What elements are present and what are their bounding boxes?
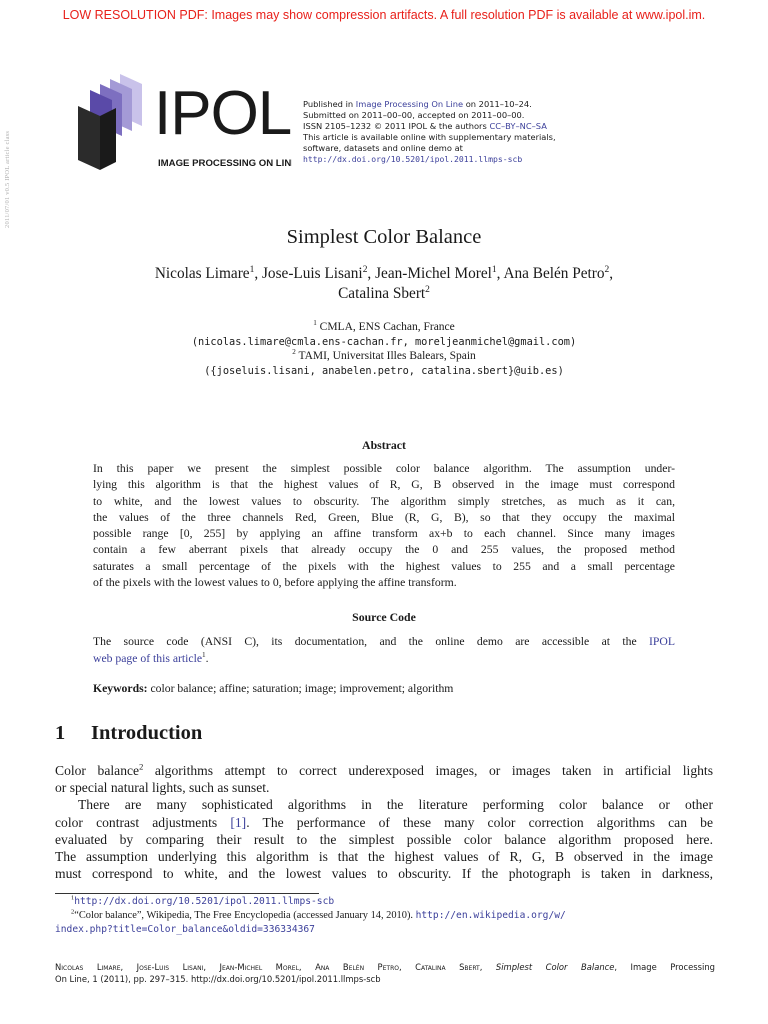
footnote-1-link[interactable]: http://dx.doi.org/10.5201/ipol.2011.llmps-scb bbox=[74, 896, 335, 907]
footnote-2-text: “Color balance”, Wikipedia, The Free Encyclopedia (accessed January 14, 2010). bbox=[74, 910, 416, 921]
logo-wordmark: IPOL bbox=[154, 79, 292, 148]
abstract-line: of the pixels with the lowest values to 0, before applying the affine transform. bbox=[93, 576, 457, 590]
affil-email: ({joseluis.lisani, anabelen.petro, catalina.sbert}@uib.es) bbox=[204, 364, 564, 377]
abstract-text bbox=[93, 461, 675, 591]
footer-line-1 bbox=[55, 962, 715, 974]
abstract-line: saturates a small percentage of the pixels with the highest values to 255 and a small percentage bbox=[93, 559, 675, 573]
source-period: . bbox=[205, 652, 209, 665]
article-url-link[interactable]: http://dx.doi.org/10.5201/ipol.2011.llmps-scb bbox=[303, 154, 523, 164]
author-affil-mark: 2 bbox=[425, 284, 430, 295]
keywords-label: Keywords: bbox=[93, 682, 148, 695]
abstract-line: lying this algorithm is that the highest values of R, G, B observed in the image must correspond bbox=[93, 478, 675, 492]
page-footer bbox=[55, 962, 715, 985]
footnote-rule bbox=[55, 893, 319, 894]
author-name: Jose-Luis Lisani bbox=[261, 265, 363, 282]
pub-line-6 bbox=[303, 154, 633, 165]
keywords-text: color balance; affine; saturation; image; improvement; algorithm bbox=[147, 682, 454, 695]
author-line-1: Nicolas Limare$^1$, Jose-Luis Lisani$^2$, Jean-Michel Morel$^1$, Ana Belén Petro$^2$, bbox=[154, 264, 614, 282]
source-code-text bbox=[93, 633, 675, 667]
footer-url[interactable]: http://dx.doi.org/10.5201/ipol.2011.llmps-scb bbox=[190, 973, 381, 984]
affil-email: (nicolas.limare@cmla.ens-cachan.fr, moreljeanmichel@gmail.com) bbox=[191, 335, 577, 348]
footnote-number: 2 bbox=[71, 908, 75, 916]
license-link[interactable]: CC–BY–NC–SA bbox=[489, 121, 547, 131]
affiliation-1 bbox=[0, 320, 768, 335]
section-title: Introduction bbox=[91, 722, 203, 744]
footnote-2-cont bbox=[55, 923, 715, 937]
intro-text: algorithms attempt to correct underexposed images, or images taken in artificial lights bbox=[143, 763, 713, 778]
author-affil-mark: 1 bbox=[249, 264, 255, 275]
affiliation-2 bbox=[0, 349, 768, 364]
footer-citation: On Line, 1 (2011), pp. 297–315. bbox=[55, 973, 191, 984]
affil-number: 2 bbox=[292, 348, 296, 357]
section-heading-introduction bbox=[55, 722, 202, 745]
author-name: Catalina Sbert bbox=[338, 285, 426, 302]
author-list bbox=[70, 264, 698, 304]
intro-text: . The performance of these many color correction algorithms can be bbox=[246, 814, 713, 830]
intro-line bbox=[55, 814, 713, 831]
abstract-line: the values of the three channels Red, Green, Blue (R, G, B), so that they occupy the maximal bbox=[93, 510, 675, 524]
citation-link[interactable]: [1] bbox=[230, 814, 247, 830]
author-name: Jean-Michel Morel bbox=[375, 265, 492, 282]
pub-line-5: software, datasets and online demo at bbox=[303, 143, 463, 153]
author-affil-mark: 2 bbox=[604, 264, 610, 275]
author-affil-mark: 2 bbox=[362, 264, 368, 275]
logo-layer-dark-face bbox=[100, 108, 116, 170]
side-stamp: 2011/07/01 v0.5 IPOL article class bbox=[4, 130, 11, 228]
ipol-logo[interactable] bbox=[76, 74, 292, 170]
intro-text: color contrast adjustments bbox=[55, 814, 231, 830]
footnote-2 bbox=[55, 909, 715, 923]
affil-institution: CMLA, ENS Cachan, France bbox=[319, 321, 455, 333]
affiliation-1-email bbox=[0, 335, 768, 350]
pub-prefix: Published in bbox=[303, 99, 356, 109]
journal-link[interactable]: Image Processing On Line bbox=[355, 99, 464, 109]
intro-line: There are many sophisticated algorithms in the literature performing color balance or other bbox=[78, 797, 713, 813]
publication-info bbox=[303, 99, 633, 165]
footer-line-2 bbox=[55, 974, 715, 986]
abstract-line: possible range [0, 255] by applying an affine transform ax+b to each channel. Since many images bbox=[93, 527, 675, 541]
abstract-line: In this paper we present the simplest possible color balance algorithm. The assumption under- bbox=[93, 462, 675, 475]
footnote-1 bbox=[55, 895, 715, 909]
footnotes bbox=[55, 895, 715, 937]
intro-line: evaluated by comparing their result to the simplest possible color balance algorithm proposed here. bbox=[55, 831, 713, 847]
author-name: Ana Belén Petro bbox=[503, 265, 605, 282]
footnote-2-link-cont[interactable]: index.php?title=Color_balance&oldid=336334367 bbox=[55, 924, 315, 935]
abstract-line: to white, and the lowest values to obscurity. The algorithm simply stretches, as much as it can, bbox=[93, 494, 675, 508]
pub-date: on 2011–10–24. bbox=[463, 99, 532, 109]
footer-title: Simplest Color Balance bbox=[495, 962, 615, 972]
logo-tagline: IMAGE PROCESSING ON LINE bbox=[158, 158, 292, 169]
footnote-ref-1[interactable]: 1 bbox=[202, 651, 206, 660]
pub-line-1 bbox=[303, 99, 633, 110]
intro-line: must correspond to white, and the lowest values to obscurity. If the photograph is taken in darkness, bbox=[55, 866, 713, 882]
affiliations bbox=[0, 320, 768, 378]
affil-institution: TAMI, Universitat Illes Balears, Spain bbox=[298, 350, 476, 362]
pub-line-3 bbox=[303, 121, 633, 132]
source-line-1 bbox=[93, 633, 675, 650]
paper-title: Simplest Color Balance bbox=[286, 226, 482, 248]
affiliation-2-email bbox=[0, 364, 768, 379]
intro-line: The assumption underlying this algorithm is that the highest values of R, G, B observed in the image bbox=[55, 849, 713, 865]
section-number: 1 bbox=[55, 722, 66, 744]
source-code-heading: Source Code bbox=[352, 610, 416, 624]
pub-line-4: This article is available online with supplementary materials, bbox=[303, 132, 556, 142]
introduction-text bbox=[55, 762, 713, 882]
abstract-heading: Abstract bbox=[362, 438, 406, 452]
pub-line-2: Submitted on 2011–00–00, accepted on 2011–00–00. bbox=[303, 110, 525, 120]
ipol-logo-graphic bbox=[76, 74, 292, 170]
logo-layer-dark bbox=[78, 106, 100, 170]
footer-sep: , bbox=[479, 962, 496, 972]
author-affil-mark: 1 bbox=[491, 264, 497, 275]
intro-line: or special natural lights, such as sunset. bbox=[55, 780, 270, 796]
footer-journal: , Image Processing bbox=[614, 962, 715, 972]
intro-line bbox=[55, 762, 713, 779]
footnote-number: 1 bbox=[71, 894, 75, 902]
keywords bbox=[93, 682, 675, 695]
author-line-2 bbox=[70, 284, 698, 304]
intro-text: Color balance bbox=[55, 763, 140, 778]
issn-text: ISSN 2105–1232 © 2011 IPOL & the authors bbox=[303, 121, 490, 131]
affil-number: 1 bbox=[313, 319, 317, 328]
footnote-ref-2[interactable]: 2 bbox=[139, 761, 144, 772]
footer-authors: Nicolas Limare, Jose-Luis Lisani, Jean-Michel Morel, Ana Belén Petro, Catalina Sbert bbox=[55, 962, 480, 972]
author-name: Nicolas Limare bbox=[154, 265, 250, 282]
ipol-link[interactable]: IPOL bbox=[649, 635, 675, 648]
footnote-2-link[interactable]: http://en.wikipedia.org/w/ bbox=[415, 910, 566, 921]
abstract-line: contain a few aberrant pixels that already occupy the 0 and 255 values, the proposed method bbox=[93, 543, 675, 557]
low-resolution-banner: LOW RESOLUTION PDF: Images may show compression artifacts. A full resolution PDF is available at www.ipol.im. bbox=[62, 8, 706, 22]
source-text: The source code (ANSI C), its documentation, and the online demo are accessible at the bbox=[93, 635, 650, 648]
web-page-link[interactable]: web page of this article bbox=[93, 652, 203, 665]
source-line-2 bbox=[93, 650, 675, 667]
